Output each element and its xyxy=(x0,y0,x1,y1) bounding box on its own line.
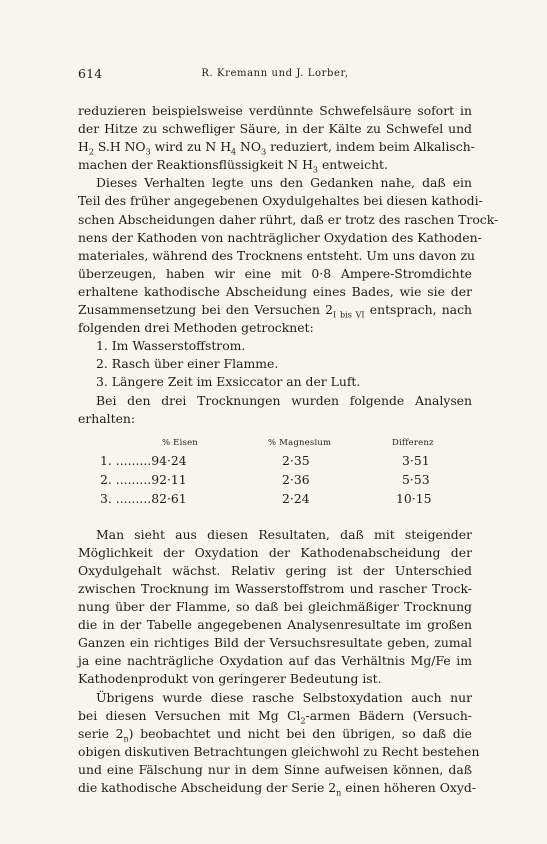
spacer xyxy=(78,510,472,526)
text-line: überzeugen, haben wir eine mit 0·8 Ampere-Stromdichte xyxy=(78,265,472,281)
running-head: R. Kremann und J. Lorber, xyxy=(201,68,349,79)
paragraph-4 xyxy=(78,526,472,689)
text-line: nung über der Flamme, so daß bei gleichmäßiger Trocknung xyxy=(78,599,472,615)
table-cell: 1. .........94·24 xyxy=(100,452,187,468)
text-line: Dieses Verhalten legte uns den Gedanken nahe, daß ein xyxy=(96,175,472,191)
table-cell: 2·35 xyxy=(282,452,310,468)
text-line: ja eine nachträgliche Oxydation auf das Verhältnis Mg/Fe im xyxy=(78,653,472,669)
text-line: materiales, während des Trocknens entsteht. Um uns davon zu xyxy=(78,247,475,263)
text-line: Übrigens wurde diese rasche Selbstoxydation auch nur xyxy=(96,689,472,705)
text-line: schen Abscheidungen daher rührt, daß er trotz des raschen Trock- xyxy=(78,211,499,227)
list-item: 1. Im Wasserstoffstrom. xyxy=(96,338,246,354)
table-cell: 2·36 xyxy=(282,471,310,487)
table-cell: 10·15 xyxy=(396,490,432,506)
paragraph-5 xyxy=(78,689,480,798)
text-line: Kathodenprodukt von geringerer Bedeutung ist. xyxy=(78,671,382,687)
text-line: erhaltene kathodische Abscheidung eines Bades, wie sie der xyxy=(78,283,472,299)
text-line: Man sieht aus diesen Resultaten, daß mit steigender xyxy=(96,526,472,542)
text-line: Möglichkeit der Oxydation der Kathodenabscheidung der xyxy=(78,544,472,560)
method-list xyxy=(78,337,472,391)
text-line: Ganzen ein richtiges Bild der Versuchsresultate geben, zumal xyxy=(78,635,472,651)
list-item: 2. Rasch über einer Flamme. xyxy=(96,356,279,372)
table-row xyxy=(78,490,472,508)
paragraph-3 xyxy=(78,392,472,428)
text-line: reduzieren beispielsweise verdünnte Schwefelsäure sofort in xyxy=(78,103,472,118)
page-number: 614 xyxy=(78,66,103,81)
text-line: nens der Kathoden von nachträglicher Oxydation des Kathoden- xyxy=(78,229,482,245)
paragraph-2 xyxy=(78,174,499,337)
text-line: bei diesen Versuchen mit Mg $Cl_2$-armen Bädern (Versuch- xyxy=(78,707,472,726)
list-item: 3. Längere Zeit im Exsiccator an der Luft. xyxy=(96,374,361,390)
table-row xyxy=(78,452,472,470)
text-line: erhalten: xyxy=(78,410,136,426)
text-line: zwischen Trocknung im Wasserstoffstrom und rascher Trock- xyxy=(78,580,472,596)
text-line: Zusammensetzung bei den Versuchen $2_{I bis VI}$ entsprach, nach xyxy=(78,302,472,320)
text-line: und eine Fälschung nur in dem Sinne aufweisen können, daß xyxy=(78,761,472,777)
text-line: folgenden drei Methoden getrocknet: xyxy=(78,320,314,336)
text-line: serie $2_n$) beobachtet und nicht bei den übrigen, so daß die xyxy=(78,725,472,744)
text-line: $H_2$ S.H $NO_3$ wird zu N $H_4$ $NO_3$ reduziert, indem beim Alkalisch- xyxy=(78,139,475,157)
table-header-differenz: Differenz xyxy=(392,437,434,448)
text-line: machen der Reaktionsflüssigkeit N $H_3$ entweicht. xyxy=(78,157,388,175)
text-line: Teil des früher angegebenen Oxydulgehaltes bei diesen kathodi- xyxy=(78,193,483,209)
table-cell: 2. .........92·11 xyxy=(100,471,187,487)
analysis-table xyxy=(78,430,472,510)
paragraph-1 xyxy=(78,102,475,175)
text-line: Oxydulgehalt wächst. Relativ gering ist der Unterschied xyxy=(78,562,472,578)
table-header-magnesium: % Magnesium xyxy=(268,437,332,448)
table-row xyxy=(78,471,472,489)
text-line: die in der Tabelle angegebenen Analysenresultate im großen xyxy=(78,617,472,633)
text-line: obigen diskutiven Betrachtungen gleichwohl zu Recht bestehen xyxy=(78,743,480,759)
table-cell: 3·51 xyxy=(402,452,430,468)
text-line: der Hitze zu schwefliger Säure, in der Kälte zu Schwefel und xyxy=(78,121,472,137)
table-header-eisen: % Eisen xyxy=(162,437,198,448)
text-line: Bei den drei Trocknungen wurden folgende Analysen xyxy=(96,392,472,408)
page-header xyxy=(78,66,472,84)
table-cell: 3. .........82·61 xyxy=(100,490,187,506)
body-text xyxy=(78,102,499,798)
text-line: die kathodische Abscheidung der Serie $2_n$ einen höheren Oxyd- xyxy=(78,780,476,798)
table-cell: 2·24 xyxy=(282,490,310,506)
table-cell: 5·53 xyxy=(402,471,430,487)
